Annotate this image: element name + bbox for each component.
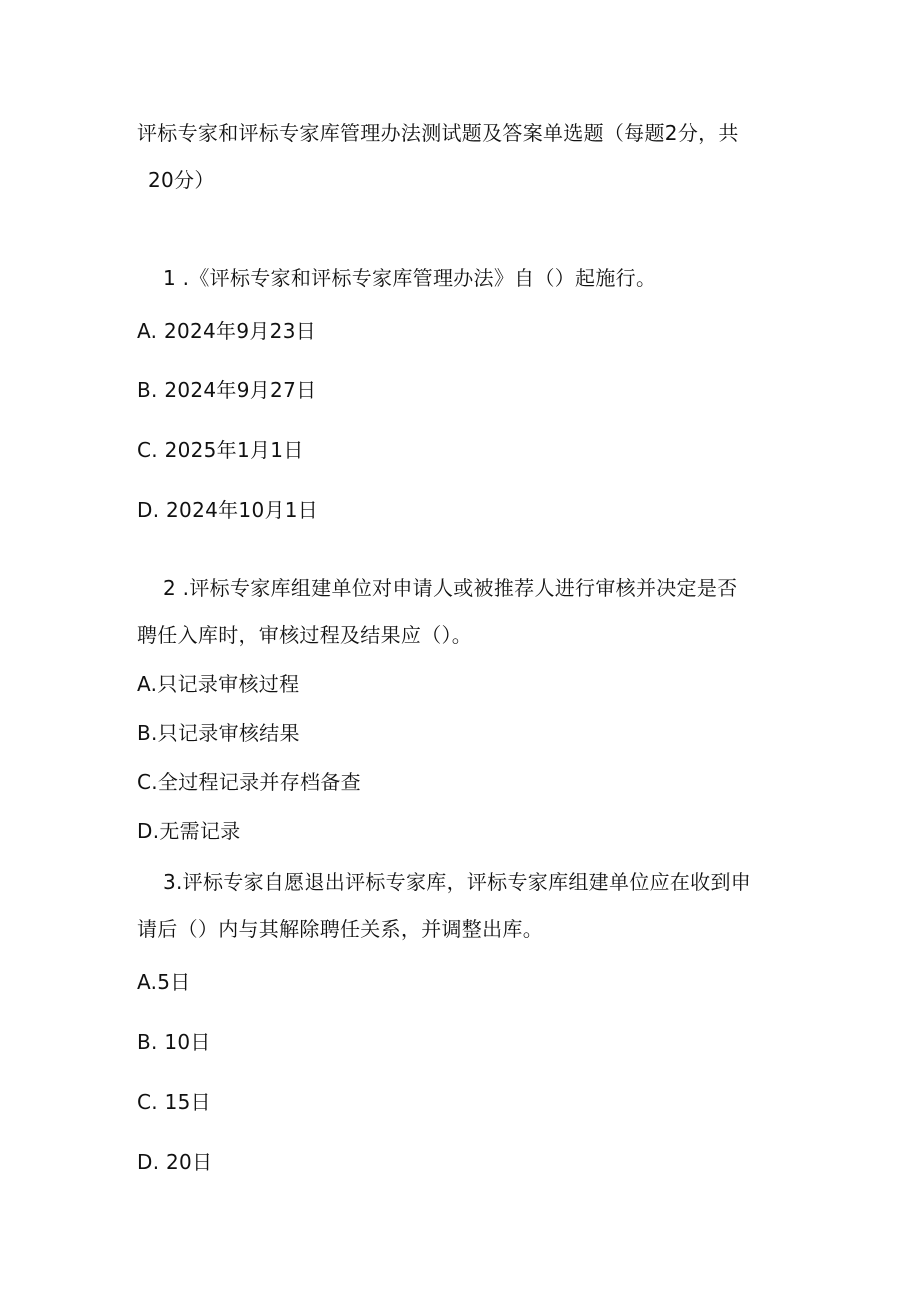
question-2-stem-line-1: 2 .评标专家库组建单位对申请人或被推荐人进行审核并决定是否 — [163, 576, 738, 600]
question-3-option-d: D. 20日 — [137, 1150, 213, 1174]
question-3-stem-line-1: 3.评标专家自愿退出评标专家库，评标专家库组建单位应在收到申 — [163, 870, 752, 894]
question-2-option-a: A.只记录审核过程 — [137, 672, 300, 696]
question-3-option-c: C. 15日 — [137, 1090, 211, 1114]
question-1-stem: 1 .《评标专家和评标专家库管理办法》自（）起施行。 — [163, 266, 657, 290]
question-3-option-b: B. 10日 — [137, 1030, 211, 1054]
question-1-option-b: B. 2024年9月27日 — [137, 378, 317, 402]
question-3-stem-line-2: 请后（）内与其解除聘任关系，并调整出库。 — [137, 917, 543, 941]
question-3-option-a: A.5日 — [137, 970, 191, 994]
question-1-option-c: C. 2025年1月1日 — [137, 438, 304, 462]
question-1-option-d: D. 2024年10月1日 — [137, 498, 319, 522]
question-1-option-a: A. 2024年9月23日 — [137, 319, 317, 343]
document-title-line-2: 20分） — [148, 168, 215, 192]
question-2-option-b: B.只记录审核结果 — [137, 721, 300, 745]
question-2-option-d: D.无需记录 — [137, 819, 241, 843]
question-2-option-c: C.全过程记录并存档备查 — [137, 770, 361, 794]
document-title-line-1: 评标专家和评标专家库管理办法测试题及答案单选题（每题2分，共 — [137, 121, 739, 145]
question-2-stem-line-2: 聘任入库时，审核过程及结果应（）。 — [137, 623, 473, 647]
